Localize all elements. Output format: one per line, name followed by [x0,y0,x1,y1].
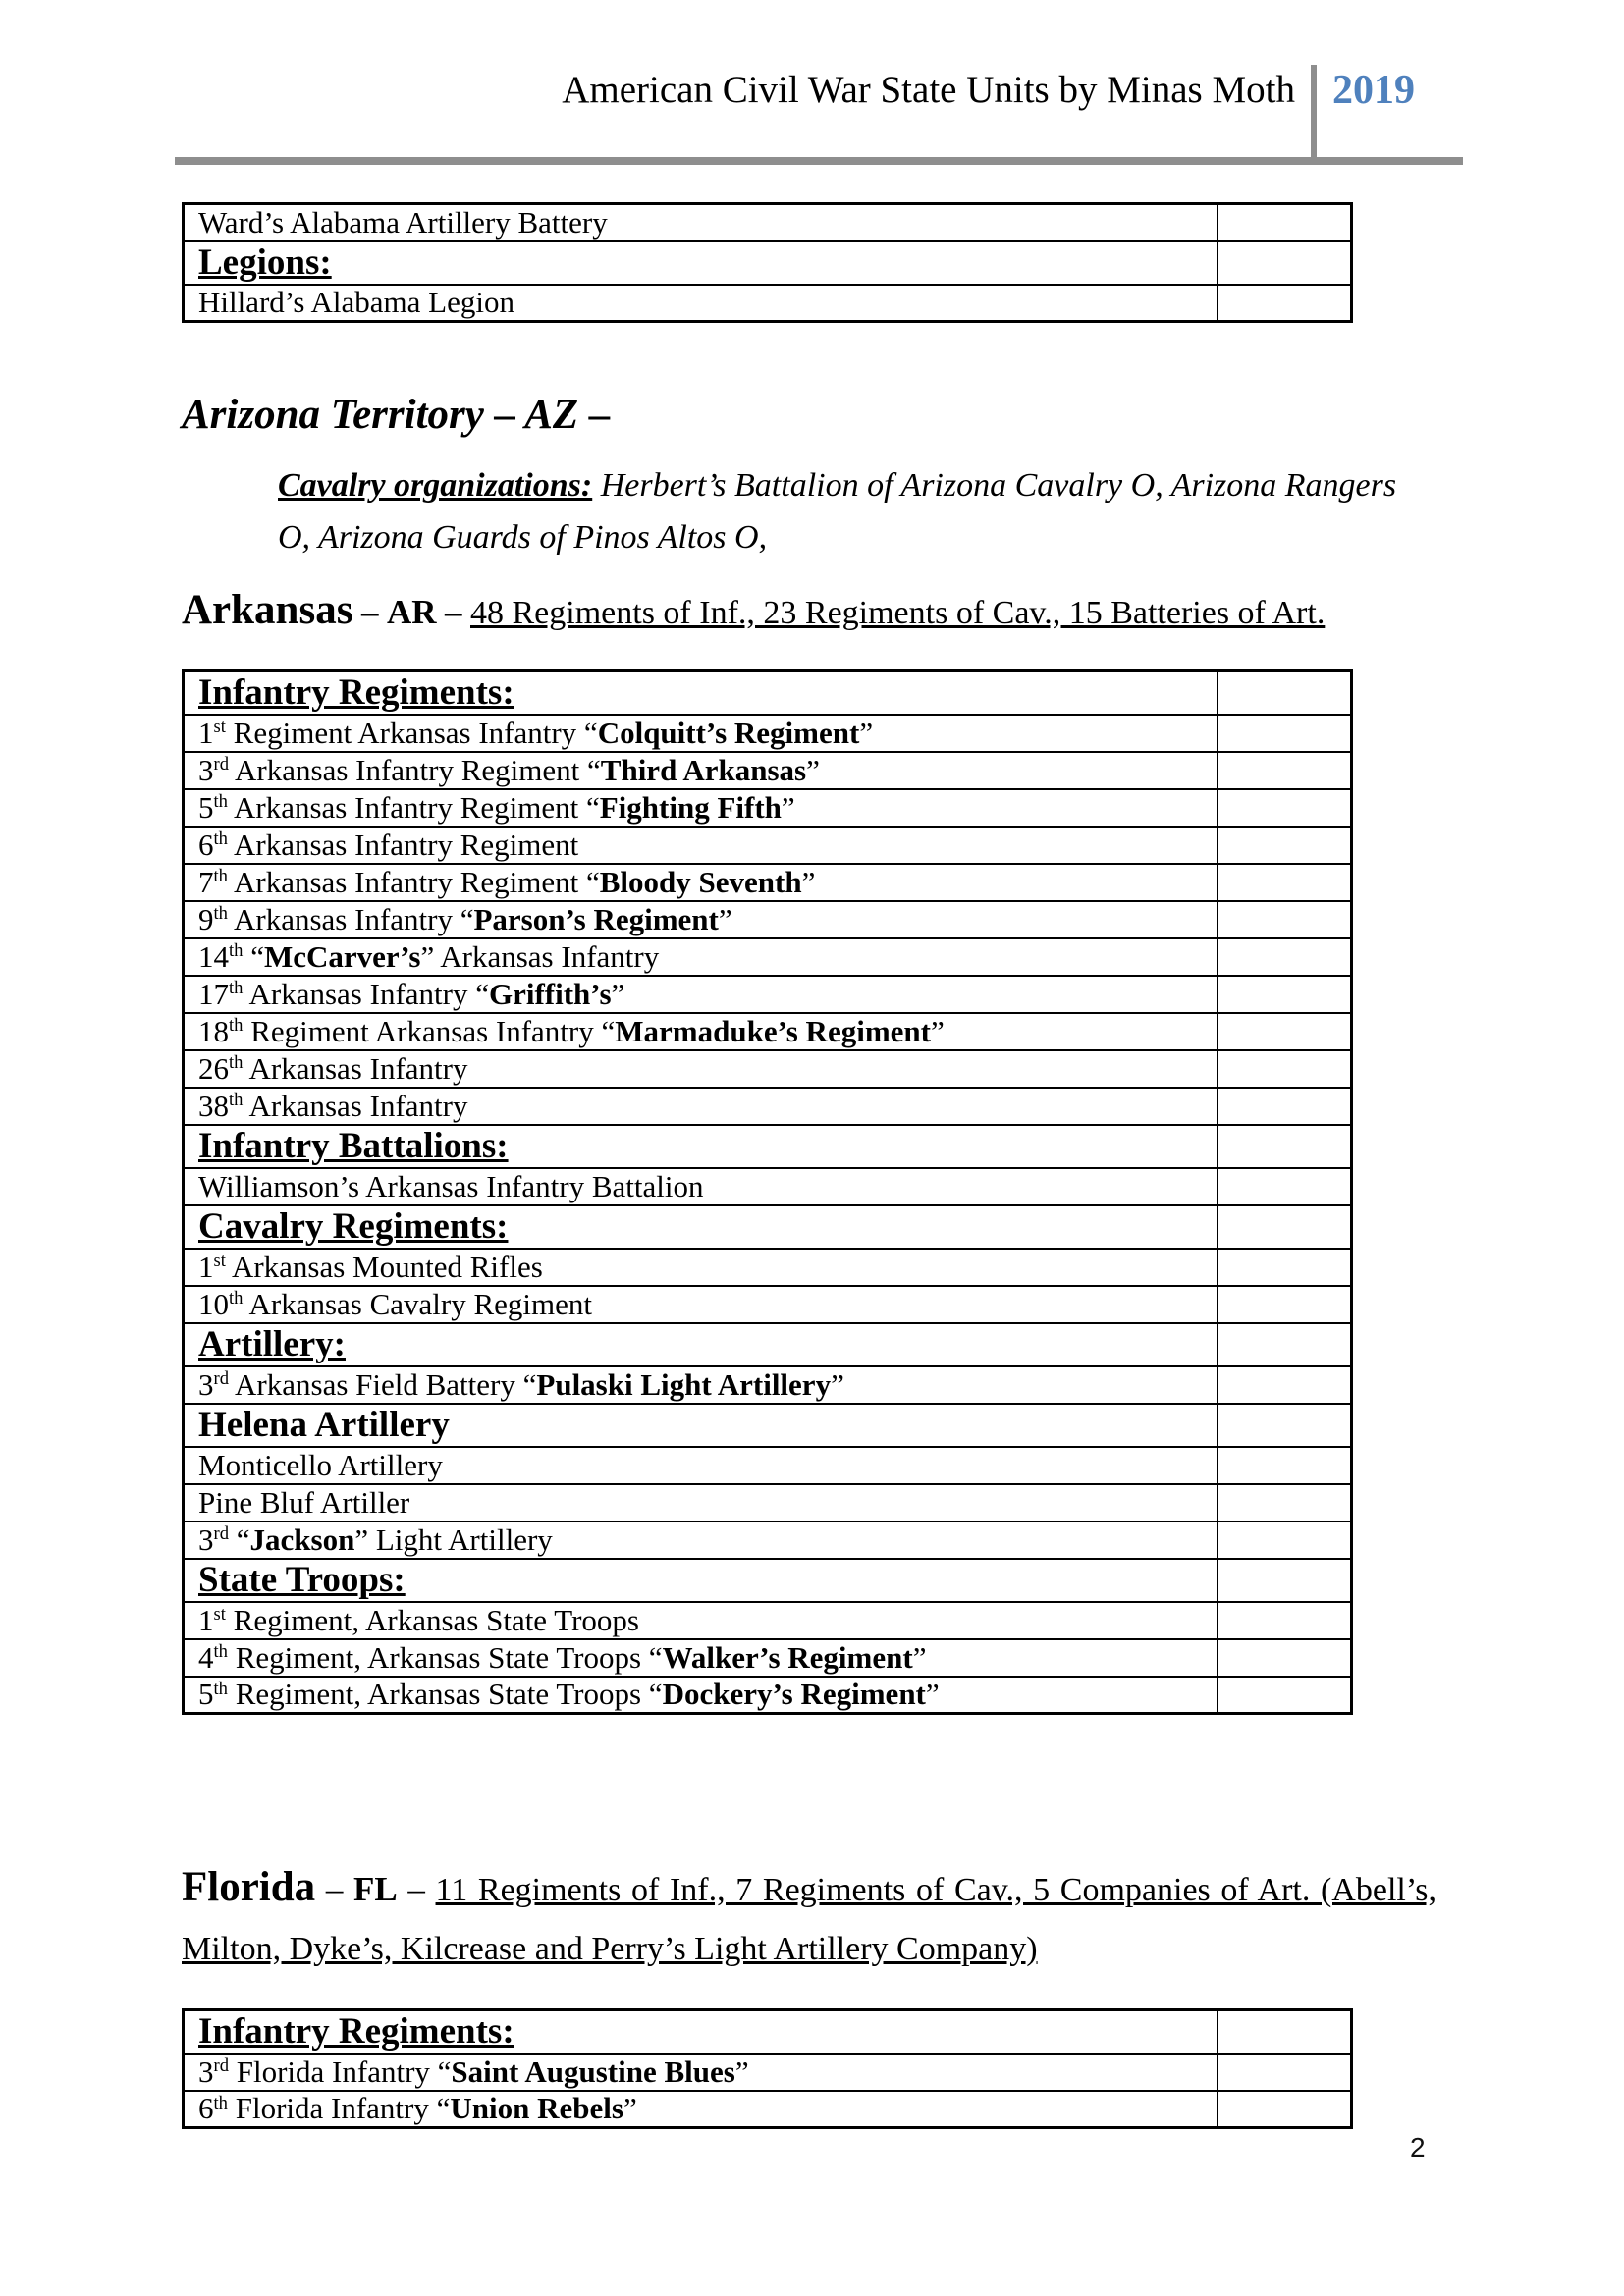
alabama-units-table [182,202,1353,323]
unit-name-cell: Infantry Regiments: [184,2010,1218,2054]
cavalry-organizations-label: Cavalry organizations: [278,467,593,504]
empty-cell [1218,938,1352,976]
table-row [184,1050,1352,1088]
empty-cell [1218,1602,1352,1639]
table-row [184,715,1352,752]
unit-name-cell: 38th Arkansas Infantry [184,1088,1218,1125]
empty-cell [1218,1249,1352,1286]
empty-cell [1218,864,1352,901]
unit-name-cell: Hillard’s Alabama Legion [184,285,1218,322]
empty-cell [1218,715,1352,752]
table-row [184,241,1352,285]
table-row [184,976,1352,1013]
table-row [184,1677,1352,1714]
table-row [184,1366,1352,1404]
table-row [184,1125,1352,1168]
florida-state-name: Florida [182,1864,316,1910]
table-row [184,1286,1352,1323]
unit-name-cell: 1st Regiment Arkansas Infantry “Colquitt’s Regiment” [184,715,1218,752]
empty-cell [1218,1677,1352,1714]
table-row [184,827,1352,864]
empty-cell [1218,1050,1352,1088]
page-header [182,65,1415,157]
unit-name-cell: Monticello Artillery [184,1447,1218,1484]
arizona-paragraph-line-1 [278,459,1446,511]
florida-stats-line-2: Milton, Dyke’s, Kilcrease and Perry’s Light Artillery Company) [182,1931,1038,1967]
arizona-paragraph-line-2: O, Arizona Guards of Pinos Altos O, [278,519,768,556]
empty-cell [1218,285,1352,322]
empty-cell [1218,1286,1352,1323]
unit-name-cell: Infantry Battalions: [184,1125,1218,1168]
table-row [184,901,1352,938]
empty-cell [1218,1205,1352,1249]
unit-name-cell: 6th Florida Infantry “Union Rebels” [184,2091,1218,2128]
unit-name-cell: Legions: [184,241,1218,285]
florida-stats-line-1: 11 Regiments of Inf., 7 Regiments of Cav., 5 Companies of Art. (Abell’s, [435,1872,1437,1908]
table-row [184,2054,1352,2091]
table-row [184,1522,1352,1559]
table-row [184,789,1352,827]
unit-name-cell: 3rd “Jackson” Light Artillery [184,1522,1218,1559]
empty-cell [1218,2054,1352,2091]
arkansas-units-table [182,669,1353,1715]
unit-name-cell: 3rd Arkansas Infantry Regiment “Third Arkansas” [184,752,1218,789]
empty-cell [1218,241,1352,285]
empty-cell [1218,752,1352,789]
table-row [184,1447,1352,1484]
empty-cell [1218,1447,1352,1484]
unit-name-cell: 26th Arkansas Infantry [184,1050,1218,1088]
empty-cell [1218,671,1352,715]
table-row [184,204,1352,241]
empty-cell [1218,1484,1352,1522]
empty-cell [1218,1559,1352,1602]
empty-cell [1218,1125,1352,1168]
unit-name-cell: 9th Arkansas Infantry “Parson’s Regiment” [184,901,1218,938]
table-row [184,752,1352,789]
unit-name-cell: Helena Artillery [184,1404,1218,1447]
table-row [184,1205,1352,1249]
florida-heading-line-1 [182,1858,1436,1920]
unit-name-cell: 18th Regiment Arkansas Infantry “Marmaduke’s Regiment” [184,1013,1218,1050]
empty-cell [1218,1088,1352,1125]
table-row [184,285,1352,322]
unit-name-cell: 3rd Florida Infantry “Saint Augustine Blues” [184,2054,1218,2091]
arizona-territory-heading: Arizona Territory – AZ – [182,392,611,438]
dash: – [407,1870,425,1908]
unit-name-cell: 1st Regiment, Arkansas State Troops [184,1602,1218,1639]
empty-cell [1218,1366,1352,1404]
unit-name-cell: 5th Arkansas Infantry Regiment “Fighting Fifth” [184,789,1218,827]
florida-heading [182,1858,1436,1979]
table-row [184,2010,1352,2054]
empty-cell [1218,789,1352,827]
florida-units-table [182,2008,1353,2129]
table-row [184,2091,1352,2128]
arkansas-abbr: AR [386,593,437,631]
table-row [184,1249,1352,1286]
table-row [184,1602,1352,1639]
unit-name-cell: 14th “McCarver’s” Arkansas Infantry [184,938,1218,976]
arkansas-state-name: Arkansas [182,587,353,633]
florida-abbr: FL [352,1870,398,1908]
dash: – [360,593,379,631]
unit-name-cell: 4th Regiment, Arkansas State Troops “Walker’s Regiment” [184,1639,1218,1677]
header-divider-bar [1311,65,1317,157]
table-row [184,1404,1352,1447]
unit-name-cell: 3rd Arkansas Field Battery “Pulaski Light Artillery” [184,1366,1218,1404]
empty-cell [1218,1639,1352,1677]
unit-name-cell: Williamson’s Arkansas Infantry Battalion [184,1168,1218,1205]
header-rule-line [175,157,1463,165]
empty-cell [1218,204,1352,241]
empty-cell [1218,2010,1352,2054]
table-row [184,1088,1352,1125]
table-row [184,1168,1352,1205]
table-row [184,1484,1352,1522]
dash: – [325,1870,344,1908]
arizona-cavalry-paragraph [278,459,1446,563]
florida-heading-line-2 [182,1920,1436,1979]
unit-name-cell: State Troops: [184,1559,1218,1602]
arkansas-stats: 48 Regiments of Inf., 23 Regiments of Cav., 15 Batteries of Art. [470,595,1326,631]
header-year: 2019 [1332,68,1415,113]
unit-name-cell: 7th Arkansas Infantry Regiment “Bloody Seventh” [184,864,1218,901]
empty-cell [1218,1013,1352,1050]
empty-cell [1218,827,1352,864]
unit-name-cell: 1st Arkansas Mounted Rifles [184,1249,1218,1286]
empty-cell [1218,1404,1352,1447]
page-number: 2 [1410,2132,1426,2163]
arizona-line1-text: Herbert’s Battalion of Arizona Cavalry O, Arizona Rangers [592,467,1397,504]
empty-cell [1218,976,1352,1013]
table-row [184,938,1352,976]
arkansas-heading [182,581,1325,643]
dash: – [445,593,462,631]
unit-name-cell: Cavalry Regiments: [184,1205,1218,1249]
unit-name-cell: 17th Arkansas Infantry “Griffith’s” [184,976,1218,1013]
unit-name-cell: 6th Arkansas Infantry Regiment [184,827,1218,864]
unit-name-cell: Ward’s Alabama Artillery Battery [184,204,1218,241]
table-row [184,1323,1352,1366]
unit-name-cell: Pine Bluf Artiller [184,1484,1218,1522]
header-title: American Civil War State Units by Minas Moth [562,69,1295,111]
empty-cell [1218,1522,1352,1559]
unit-name-cell: Infantry Regiments: [184,671,1218,715]
table-row [184,1013,1352,1050]
empty-cell [1218,901,1352,938]
unit-name-cell: Artillery: [184,1323,1218,1366]
unit-name-cell: 5th Regiment, Arkansas State Troops “Dockery’s Regiment” [184,1677,1218,1714]
empty-cell [1218,1323,1352,1366]
table-row [184,671,1352,715]
empty-cell [1218,2091,1352,2128]
unit-name-cell: 10th Arkansas Cavalry Regiment [184,1286,1218,1323]
table-row [184,864,1352,901]
table-row [184,1559,1352,1602]
table-row [184,1639,1352,1677]
empty-cell [1218,1168,1352,1205]
